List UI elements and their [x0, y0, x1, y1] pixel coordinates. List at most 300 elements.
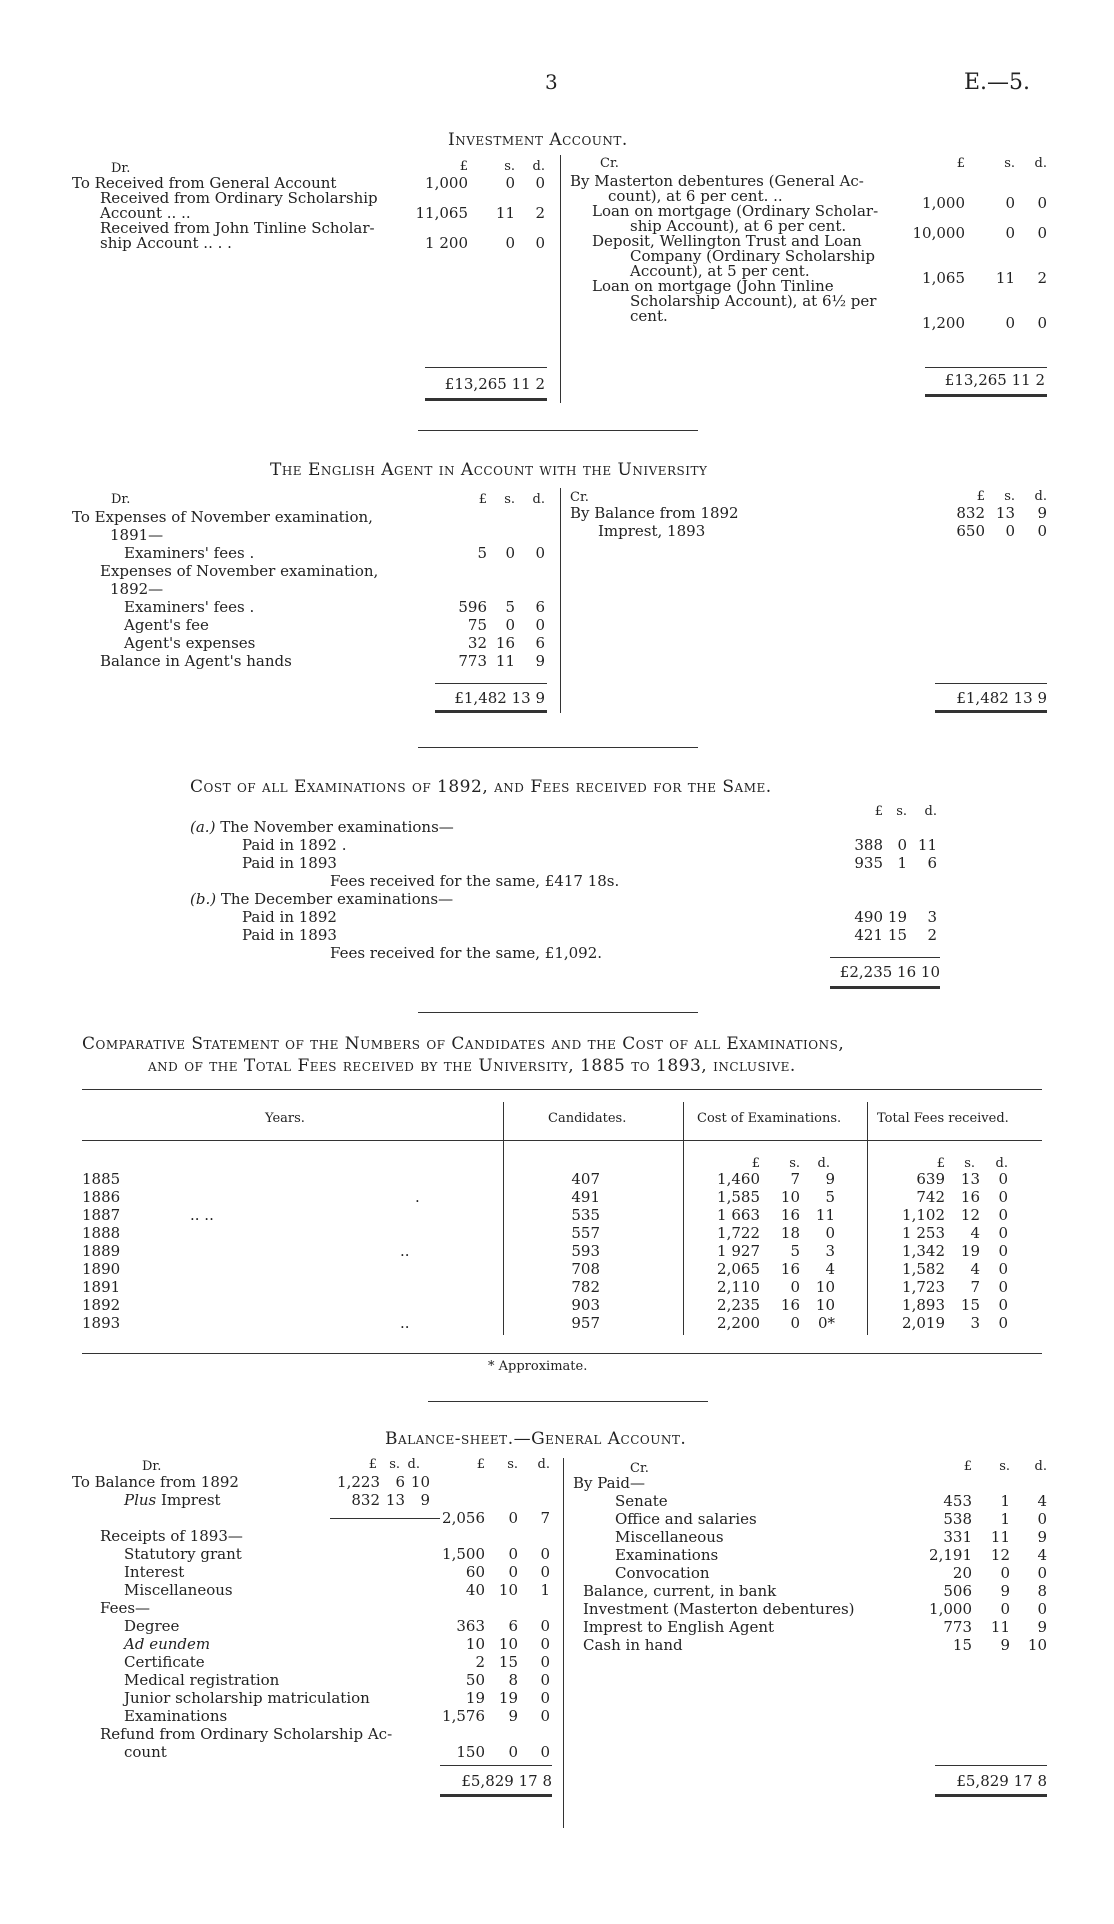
inv-cr-amount-pence: 0	[1037, 314, 1047, 332]
inv-cr-amount-pounds: 10,000	[912, 224, 965, 242]
comp-fees-pence: 0	[998, 1170, 1008, 1188]
ea-dr-amount-pence: 6	[535, 634, 545, 652]
comp-cost-head-pence: d.	[817, 1156, 830, 1171]
comp-cost-shillings: 16	[780, 1296, 800, 1314]
comp-cost-pence: 0	[825, 1224, 835, 1242]
bs-dr-text: Ad eundem	[124, 1635, 211, 1653]
comp-fees-pence: 0	[998, 1314, 1008, 1332]
page-number: 3	[545, 70, 558, 94]
ea-dr-text: Examiners' fees .	[124, 598, 255, 616]
comp-cost-pounds: 2,110	[717, 1278, 760, 1296]
cost-row-text: Fees received for the same, £1,092.	[330, 944, 603, 962]
comp-cost-pounds: 2,235	[717, 1296, 760, 1314]
section-separator	[418, 747, 698, 748]
bs-cr-head-pounds: £	[963, 1459, 972, 1474]
bs-cr-text: Investment (Masterton debentures)	[583, 1600, 855, 1618]
bs-cr-text: Office and salaries	[615, 1510, 757, 1528]
bs-dr-amount-pounds: 2	[475, 1653, 485, 1671]
col-header-years: Years.	[265, 1111, 305, 1126]
bs-dr-amount-pounds: 50	[465, 1671, 485, 1689]
bs-dr-amount-pounds: 1,576	[442, 1707, 485, 1725]
comp-leader-dots: .	[415, 1188, 420, 1206]
bs-dr-text: Interest	[124, 1563, 185, 1581]
bs-cr-text: Examinations	[615, 1546, 719, 1564]
balance-dr-total-double-rule	[440, 1794, 552, 1797]
bs-dr-inner-pounds: 1,223	[337, 1473, 380, 1491]
cost-row-amount-shillings: 0	[897, 836, 907, 854]
ea-cr-head-pence: d.	[1034, 489, 1047, 504]
bs-dr-amount-pounds: 60	[465, 1563, 485, 1581]
comparative-title-line2: and of the Total Fees received by the University, 1885 to 1893, inclusive.	[148, 1056, 796, 1076]
bs-cr-amount-pounds: 2,191	[929, 1546, 972, 1564]
cost-row-amount-shillings: 19	[887, 908, 907, 926]
balance-dr-total-rule	[440, 1765, 552, 1766]
bs-dr-amount-shillings: 10	[498, 1581, 518, 1599]
balance-dr-total: £5,829 17 8	[461, 1772, 552, 1790]
comparative-header-rule	[82, 1140, 1042, 1141]
comp-candidates: 593	[571, 1242, 600, 1260]
inv-dr-amount-shillings: 11	[495, 204, 515, 222]
comp-fees-pounds: 639	[916, 1170, 945, 1188]
col-header-candidates: Candidates.	[548, 1111, 627, 1126]
english-agent-cr-total: £1,482 13 9	[956, 689, 1047, 707]
comp-cost-pence: 9	[825, 1170, 835, 1188]
col-header-cost: Cost of Examinations.	[697, 1111, 842, 1126]
inv-dr-amount-pounds: 1,000	[425, 174, 468, 192]
ea-dr-amount-shillings: 0	[505, 544, 515, 562]
balance-cr-total: £5,829 17 8	[956, 1772, 1047, 1790]
bs-cr-amount-shillings: 1	[1000, 1492, 1010, 1510]
bs-dr-inner-head-pounds: £	[368, 1457, 377, 1472]
bs-dr-text: Receipts of 1893—	[100, 1527, 243, 1545]
document-reference: E.—5.	[964, 70, 1031, 95]
section-separator	[418, 1012, 698, 1013]
bs-cr-amount-shillings: 1	[1000, 1510, 1010, 1528]
ea-dr-text: 1892—	[110, 580, 164, 598]
bs-dr-amount-pounds: 10	[465, 1635, 485, 1653]
ea-dr-amount-shillings: 0	[505, 616, 515, 634]
comp-year: 1885	[82, 1170, 121, 1188]
ea-cr-head-pounds: £	[976, 489, 985, 504]
inv-cr-head-shillings: s.	[1004, 156, 1015, 171]
inv-cr-text: Loan on mortgage (Ordinary Scholar-	[592, 202, 879, 220]
comp-cost-pence: 5	[825, 1188, 835, 1206]
comparative-col-divider-2	[683, 1102, 684, 1335]
bs-dr-amount-pence: 0	[540, 1617, 550, 1635]
ea-cr-amount-shillings: 13	[995, 504, 1015, 522]
ea-dr-text: 1891—	[110, 526, 164, 544]
english-agent-cr-total-rule	[935, 683, 1047, 684]
comp-cost-pounds: 2,065	[717, 1260, 760, 1278]
inv-dr-text: To Received from General Account	[72, 174, 337, 192]
inv-dr-head-pounds: £	[459, 159, 468, 174]
comp-candidates: 407	[571, 1170, 600, 1188]
bs-dr-amount-pence: 0	[540, 1635, 550, 1653]
comp-fees-pence: 0	[998, 1278, 1008, 1296]
cost-row-amount-pence: 11	[917, 836, 937, 854]
inv-cr-amount-shillings: 0	[1005, 314, 1015, 332]
bs-dr-amount-shillings: 15	[498, 1653, 518, 1671]
bs-dr-amount-pence: 0	[540, 1545, 550, 1563]
bs-dr-amount-shillings: 19	[498, 1689, 518, 1707]
comp-fees-pounds: 1,342	[902, 1242, 945, 1260]
ea-cr-amount-pence: 0	[1037, 522, 1047, 540]
balance-cr-label: Cr.	[630, 1461, 649, 1476]
comp-cost-pounds: 1 663	[717, 1206, 760, 1224]
bs-cr-text: Cash in hand	[583, 1636, 683, 1654]
inv-dr-head-pence: d.	[532, 159, 545, 174]
investment-dr-total-double-rule	[425, 398, 547, 401]
bs-dr-text: Medical registration	[124, 1671, 280, 1689]
bs-dr-amount-pence: 0	[540, 1671, 550, 1689]
comparative-col-divider-1	[503, 1102, 504, 1335]
inv-dr-amount-pence: 0	[535, 174, 545, 192]
cost-row-amount-pence: 3	[927, 908, 937, 926]
comp-fees-pence: 0	[998, 1224, 1008, 1242]
ea-dr-amount-pounds: 5	[477, 544, 487, 562]
investment-cr-label: Cr.	[600, 156, 619, 171]
ea-dr-amount-shillings: 11	[495, 652, 515, 670]
ea-dr-amount-pence: 9	[535, 652, 545, 670]
comparative-col-divider-3	[867, 1102, 868, 1335]
inv-cr-text: Company (Ordinary Scholarship	[630, 247, 875, 265]
cost-head-pence: d.	[924, 804, 937, 819]
inv-cr-text: cent.	[630, 307, 668, 325]
comp-cost-pence: 4	[825, 1260, 835, 1278]
cost-row-amount-pence: 2	[927, 926, 937, 944]
english-agent-divider	[560, 488, 561, 713]
inv-dr-text: ship Account .. . .	[100, 234, 232, 252]
bs-cr-amount-shillings: 12	[990, 1546, 1010, 1564]
comp-cost-pounds: 1,460	[717, 1170, 760, 1188]
ea-cr-amount-pence: 9	[1037, 504, 1047, 522]
comp-fees-pence: 0	[998, 1206, 1008, 1224]
comparative-title-line1: Comparative Statement of the Numbers of Candidates and the Cost of all Examinations,	[82, 1034, 845, 1054]
bs-cr-amount-pounds: 331	[943, 1528, 972, 1546]
bs-dr-amount-pounds: 40	[465, 1581, 485, 1599]
comp-cost-shillings: 7	[790, 1170, 800, 1188]
inv-cr-amount-pence: 2	[1037, 269, 1047, 287]
comp-cost-pence: 10	[815, 1296, 835, 1314]
ea-dr-amount-pence: 6	[535, 598, 545, 616]
bs-cr-head-pence: d.	[1034, 1459, 1047, 1474]
inv-cr-text: Scholarship Account), at 6½ per	[630, 292, 877, 310]
inv-cr-head-pence: d.	[1034, 156, 1047, 171]
inv-cr-head-pounds: £	[956, 156, 965, 171]
cost-row-text: (a.) The November examinations—	[190, 818, 454, 836]
ea-cr-text: Imprest, 1893	[598, 522, 706, 540]
inv-cr-amount-shillings: 0	[1005, 194, 1015, 212]
english-agent-dr-label: Dr.	[111, 492, 131, 507]
comp-fees-pence: 0	[998, 1188, 1008, 1206]
bs-cr-amount-pence: 4	[1037, 1492, 1047, 1510]
cost-head-pounds: £	[874, 804, 883, 819]
comp-fees-head-pounds: £	[936, 1156, 945, 1171]
comp-fees-shillings: 16	[960, 1188, 980, 1206]
balance-dr-label: Dr.	[142, 1459, 162, 1474]
english-agent-cr-label: Cr.	[570, 490, 589, 505]
comp-year: 1893	[82, 1314, 121, 1332]
bs-dr-amount-pence: 0	[540, 1653, 550, 1671]
comp-fees-shillings: 4	[970, 1224, 980, 1242]
ea-dr-head-pounds: £	[478, 492, 487, 507]
bs-dr-head-pence: d.	[537, 1457, 550, 1472]
comp-fees-pence: 0	[998, 1296, 1008, 1314]
cost-exams-title: Cost of all Examinations of 1892, and Fees received for the Same.	[190, 777, 772, 797]
investment-dr-total-rule	[425, 367, 547, 368]
comp-fees-head-shillings: s.	[964, 1156, 975, 1171]
comp-fees-shillings: 15	[960, 1296, 980, 1314]
inv-cr-text: Loan on mortgage (John Tinline	[592, 277, 834, 295]
cost-row-amount-pounds: 935	[854, 854, 883, 872]
comp-fees-pence: 0	[998, 1260, 1008, 1278]
ea-dr-head-pence: d.	[532, 492, 545, 507]
comp-fees-shillings: 4	[970, 1260, 980, 1278]
bs-dr-amount-shillings: 10	[498, 1635, 518, 1653]
bs-dr-text: To Balance from 1892	[72, 1473, 239, 1491]
col-header-fees: Total Fees received.	[877, 1111, 1009, 1126]
comp-cost-head-pounds: £	[751, 1156, 760, 1171]
bs-cr-amount-shillings: 9	[1000, 1636, 1010, 1654]
bs-cr-amount-shillings: 0	[1000, 1564, 1010, 1582]
bs-dr-amount-pounds: 19	[465, 1689, 485, 1707]
inv-cr-amount-shillings: 11	[995, 269, 1015, 287]
cost-row-text: Paid in 1892 .	[242, 836, 347, 854]
cost-row-text: (b.) The December examinations—	[190, 890, 454, 908]
inv-dr-text: Account .. ..	[100, 204, 191, 222]
ea-dr-amount-pence: 0	[535, 616, 545, 634]
balance-cr-total-rule	[935, 1765, 1047, 1766]
comparative-footnote: * Approximate.	[488, 1359, 588, 1374]
bs-cr-head-shillings: s.	[999, 1459, 1010, 1474]
bs-cr-amount-pence: 0	[1037, 1600, 1047, 1618]
balance-divider	[563, 1458, 564, 1828]
bs-dr-amount-shillings: 9	[508, 1707, 518, 1725]
comp-cost-pounds: 1,722	[717, 1224, 760, 1242]
bs-cr-amount-pence: 9	[1037, 1528, 1047, 1546]
bs-dr-text: Miscellaneous	[124, 1581, 233, 1599]
investment-cr-total-rule	[925, 367, 1047, 368]
bs-dr-amount-shillings: 0	[508, 1509, 518, 1527]
bs-cr-amount-pence: 10	[1027, 1636, 1047, 1654]
cost-row-amount-pounds: 421	[854, 926, 883, 944]
bs-dr-text: Fees—	[100, 1599, 151, 1617]
inv-cr-amount-pence: 0	[1037, 224, 1047, 242]
english-agent-title: The English Agent in Account with the University	[270, 460, 708, 480]
comp-cost-shillings: 16	[780, 1206, 800, 1224]
comp-fees-head-pence: d.	[995, 1156, 1008, 1171]
cost-row-amount-pence: 6	[927, 854, 937, 872]
ea-dr-text: Expenses of November examination,	[100, 562, 379, 580]
inv-cr-amount-pence: 0	[1037, 194, 1047, 212]
comp-cost-pence: 3	[825, 1242, 835, 1260]
comp-candidates: 557	[571, 1224, 600, 1242]
inv-dr-text: Received from John Tinline Scholar-	[100, 219, 375, 237]
comp-year: 1891	[82, 1278, 121, 1296]
bs-dr-amount-pounds: 2,056	[442, 1509, 485, 1527]
comp-fees-pounds: 1,723	[902, 1278, 945, 1296]
comp-candidates: 491	[571, 1188, 600, 1206]
ea-dr-text: To Expenses of November examination,	[72, 508, 373, 526]
ea-dr-amount-shillings: 5	[505, 598, 515, 616]
bs-dr-inner-head-shillings: s.	[389, 1457, 400, 1472]
bs-cr-amount-pounds: 15	[952, 1636, 972, 1654]
comp-leader-dots: .. ..	[190, 1206, 214, 1224]
inv-cr-text: Deposit, Wellington Trust and Loan	[592, 232, 862, 250]
cost-row-amount-shillings: 15	[887, 926, 907, 944]
ea-cr-amount-pounds: 650	[956, 522, 985, 540]
bs-dr-amount-pence: 7	[540, 1509, 550, 1527]
investment-cr-total-double-rule	[925, 394, 1047, 397]
investment-dr-total: £13,265 11 2	[444, 375, 545, 393]
inv-cr-amount-pounds: 1,200	[922, 314, 965, 332]
bs-cr-amount-pounds: 538	[943, 1510, 972, 1528]
comp-fees-pounds: 1,102	[902, 1206, 945, 1224]
bs-cr-amount-shillings: 0	[1000, 1600, 1010, 1618]
comp-cost-pence: 0*	[817, 1314, 835, 1332]
bs-dr-head-shillings: s.	[507, 1457, 518, 1472]
inv-cr-amount-pounds: 1,000	[922, 194, 965, 212]
comp-candidates: 535	[571, 1206, 600, 1224]
bs-cr-amount-pence: 0	[1037, 1564, 1047, 1582]
comp-fees-pounds: 1 253	[902, 1224, 945, 1242]
english-agent-dr-total: £1,482 13 9	[454, 689, 545, 707]
comparative-table-bottom-rule	[82, 1353, 1042, 1354]
comp-fees-shillings: 3	[970, 1314, 980, 1332]
comp-year: 1886	[82, 1188, 121, 1206]
comp-candidates: 957	[571, 1314, 600, 1332]
cost-head-shillings: s.	[896, 804, 907, 819]
comp-leader-dots: ..	[400, 1314, 410, 1332]
comp-cost-shillings: 16	[780, 1260, 800, 1278]
cost-exams-total-double-rule	[830, 986, 940, 989]
bs-dr-text: Certificate	[124, 1653, 205, 1671]
bs-dr-amount-pence: 0	[540, 1689, 550, 1707]
cost-row-amount-shillings: 1	[897, 854, 907, 872]
bs-dr-inner-pence: 10	[410, 1473, 430, 1491]
english-agent-dr-total-double-rule	[435, 710, 547, 713]
bs-dr-amount-shillings: 8	[508, 1671, 518, 1689]
comparative-table-top-rule	[82, 1089, 1042, 1090]
investment-account-title: Investment Account.	[448, 130, 628, 150]
inv-cr-text: ship Account), at 6 per cent.	[630, 217, 847, 235]
inv-cr-text: Account), at 5 per cent.	[630, 262, 810, 280]
bs-cr-text: Imprest to English Agent	[583, 1618, 775, 1636]
inv-dr-amount-pence: 2	[535, 204, 545, 222]
investment-dr-label: Dr.	[111, 161, 131, 176]
inv-dr-amount-pounds: 1 200	[425, 234, 468, 252]
ea-dr-text: Balance in Agent's hands	[100, 652, 292, 670]
cost-exams-total: £2,235 16 10	[839, 963, 940, 981]
ea-dr-amount-pounds: 75	[467, 616, 487, 634]
comp-cost-shillings: 10	[780, 1188, 800, 1206]
bs-cr-text: Balance, current, in bank	[583, 1582, 777, 1600]
comp-fees-pounds: 1,582	[902, 1260, 945, 1278]
comp-fees-pounds: 742	[916, 1188, 945, 1206]
comp-cost-head-shillings: s.	[789, 1156, 800, 1171]
inv-cr-amount-pounds: 1,065	[922, 269, 965, 287]
balance-sheet-title: Balance-sheet.—General Account.	[385, 1429, 687, 1449]
balance-cr-total-double-rule	[935, 1794, 1047, 1797]
comp-cost-pence: 11	[815, 1206, 835, 1224]
bs-dr-head-pounds: £	[476, 1457, 485, 1472]
bs-dr-inner-shillings: 13	[385, 1491, 405, 1509]
comp-year: 1888	[82, 1224, 121, 1242]
bs-dr-inner-pence: 9	[420, 1491, 430, 1509]
cost-row-amount-pounds: 490	[854, 908, 883, 926]
ea-dr-amount-pounds: 32	[467, 634, 487, 652]
inv-cr-text: By Masterton debentures (General Ac-	[570, 172, 864, 190]
bs-cr-amount-shillings: 11	[990, 1618, 1010, 1636]
bs-dr-inner-pounds: 832	[351, 1491, 380, 1509]
bs-dr-amount-pence: 0	[540, 1707, 550, 1725]
comp-cost-pounds: 1 927	[717, 1242, 760, 1260]
ea-dr-amount-pounds: 773	[458, 652, 487, 670]
ea-dr-text: Agent's fee	[124, 616, 209, 634]
bs-dr-amount-shillings: 0	[508, 1545, 518, 1563]
bs-dr-amount-pounds: 1,500	[442, 1545, 485, 1563]
bs-dr-text: Degree	[124, 1617, 180, 1635]
comp-candidates: 903	[571, 1296, 600, 1314]
inv-dr-amount-shillings: 0	[505, 174, 515, 192]
ea-dr-text: Examiners' fees .	[124, 544, 255, 562]
bs-cr-amount-pounds: 773	[943, 1618, 972, 1636]
bs-cr-amount-pounds: 20	[952, 1564, 972, 1582]
ea-cr-amount-shillings: 0	[1005, 522, 1015, 540]
bs-dr-amount-pence: 1	[540, 1581, 550, 1599]
bs-dr-amount-shillings: 6	[508, 1617, 518, 1635]
english-agent-cr-total-double-rule	[935, 710, 1047, 713]
bs-dr-text: Statutory grant	[124, 1545, 242, 1563]
bs-cr-amount-pounds: 1,000	[929, 1600, 972, 1618]
bs-cr-amount-pence: 9	[1037, 1618, 1047, 1636]
ea-cr-head-shillings: s.	[1004, 489, 1015, 504]
comp-fees-shillings: 12	[960, 1206, 980, 1224]
inv-dr-head-shillings: s.	[504, 159, 515, 174]
bs-dr-text: Junior scholarship matriculation	[124, 1689, 370, 1707]
bs-dr-amount-pence: 0	[540, 1563, 550, 1581]
bs-dr-text: Refund from Ordinary Scholarship Ac-	[100, 1725, 393, 1743]
bs-cr-text: Senate	[615, 1492, 668, 1510]
comp-cost-shillings: 0	[790, 1314, 800, 1332]
comp-fees-pounds: 1,893	[902, 1296, 945, 1314]
ea-dr-head-shillings: s.	[504, 492, 515, 507]
ea-cr-amount-pounds: 832	[956, 504, 985, 522]
comp-cost-pounds: 1,585	[717, 1188, 760, 1206]
comp-leader-dots: ..	[400, 1242, 410, 1260]
bs-cr-amount-pounds: 453	[943, 1492, 972, 1510]
bs-dr-inner-shillings: 6	[395, 1473, 405, 1491]
bs-cr-text: Convocation	[615, 1564, 710, 1582]
bs-cr-amount-pounds: 506	[943, 1582, 972, 1600]
bs-dr-inner-head-pence: d.	[407, 1457, 420, 1472]
comp-year: 1892	[82, 1296, 121, 1314]
cost-exams-total-rule	[830, 957, 940, 958]
bs-cr-text: By Paid—	[573, 1474, 646, 1492]
bs-dr-amount-pounds: 363	[456, 1617, 485, 1635]
investment-divider	[560, 155, 561, 403]
bs-dr-amount-pence: 0	[540, 1743, 550, 1761]
ea-cr-text: By Balance from 1892	[570, 504, 739, 522]
ea-dr-text: Agent's expenses	[124, 634, 256, 652]
cost-row-text: Paid in 1892	[242, 908, 337, 926]
cost-row-text: Paid in 1893	[242, 926, 337, 944]
comp-fees-shillings: 7	[970, 1278, 980, 1296]
bs-cr-amount-pence: 4	[1037, 1546, 1047, 1564]
ea-dr-amount-pence: 0	[535, 544, 545, 562]
bs-dr-amount-shillings: 0	[508, 1563, 518, 1581]
cost-row-amount-pounds: 388	[854, 836, 883, 854]
